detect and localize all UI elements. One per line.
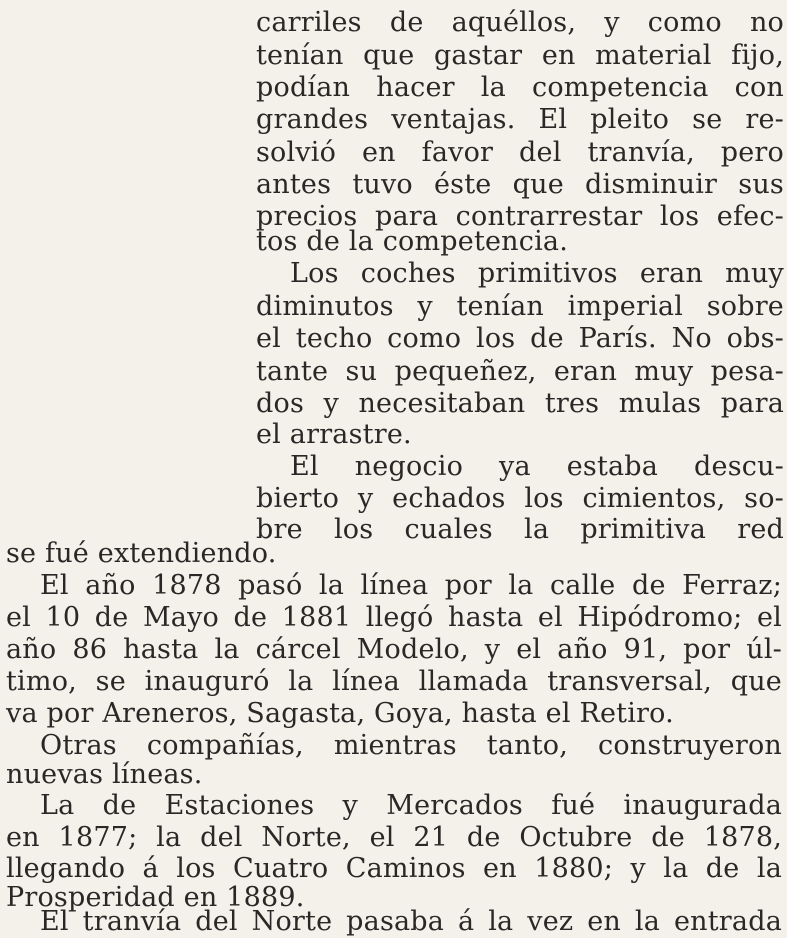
wide-line-5: timo, se inauguró la línea llamada transversal, que: [6, 666, 782, 697]
wide-line-8: nuevas líneas.: [6, 759, 203, 790]
narrow-line-7: precios para contrarrestar los efec-: [256, 201, 784, 232]
narrow-line-16: bierto y echados los cimientos, so-: [256, 483, 784, 514]
narrow-line-17: bre los cuales la primitiva red: [256, 514, 784, 545]
narrow-line-8: tos de la competencia.: [256, 226, 568, 257]
narrow-line-13: dos y necesitaban tres mulas para: [256, 388, 784, 419]
narrow-line-5: solvió en favor del tranvía, pero: [256, 137, 784, 168]
wide-line-2: El año 1878 pasó la línea por la calle de Ferraz;: [40, 570, 782, 601]
wide-line-9: La de Estaciones y Mercados fué inaugurada: [40, 790, 782, 821]
wide-line-7: Otras compañías, mientras tanto, construyeron: [40, 730, 782, 761]
wide-line-3: el 10 de Mayo de 1881 llegó hasta el Hipódromo; el: [6, 602, 782, 633]
narrow-line-6: antes tuvo éste que disminuir sus: [256, 169, 784, 200]
cut-off-top-text-fragment: [40, 0, 180, 4]
narrow-line-9: Los coches primitivos eran muy: [290, 258, 784, 289]
wide-line-6: va por Areneros, Sagasta, Goya, hasta el Retiro.: [6, 698, 674, 729]
narrow-line-4: grandes ventajas. El pleito se re-: [256, 104, 784, 135]
narrow-line-11: el techo como los de París. No obs-: [256, 323, 784, 354]
narrow-line-3: podían hacer la competencia con: [256, 72, 784, 103]
cut-off-line-text: El tranvía del Norte pasaba á la vez en la entrada: [40, 906, 782, 937]
narrow-line-10: diminutos y tenían imperial sobre: [256, 291, 784, 322]
narrow-line-12: tante su pequeñez, eran muy pesa-: [256, 356, 784, 387]
narrow-line-15: El negocio ya estaba descu-: [290, 451, 784, 482]
wide-line-4: año 86 hasta la cárcel Modelo, y el año 91, por úl-: [6, 634, 782, 665]
wide-line-12: Prosperidad en 1889.: [6, 882, 305, 913]
narrow-line-14: el arrastre.: [256, 419, 412, 450]
narrow-line-1: carriles de aquéllos, y como no: [256, 7, 784, 38]
wide-line-1: se fué extendiendo.: [6, 538, 277, 569]
wide-line-11: llegando á los Cuatro Caminos en 1880; y la de la: [6, 853, 782, 884]
narrow-line-2: tenían que gastar en material fijo,: [256, 40, 784, 71]
wide-line-10: en 1877; la del Norte, el 21 de Octubre de 1878,: [6, 822, 782, 853]
cut-off-bottom-line: [0, 900, 787, 937]
